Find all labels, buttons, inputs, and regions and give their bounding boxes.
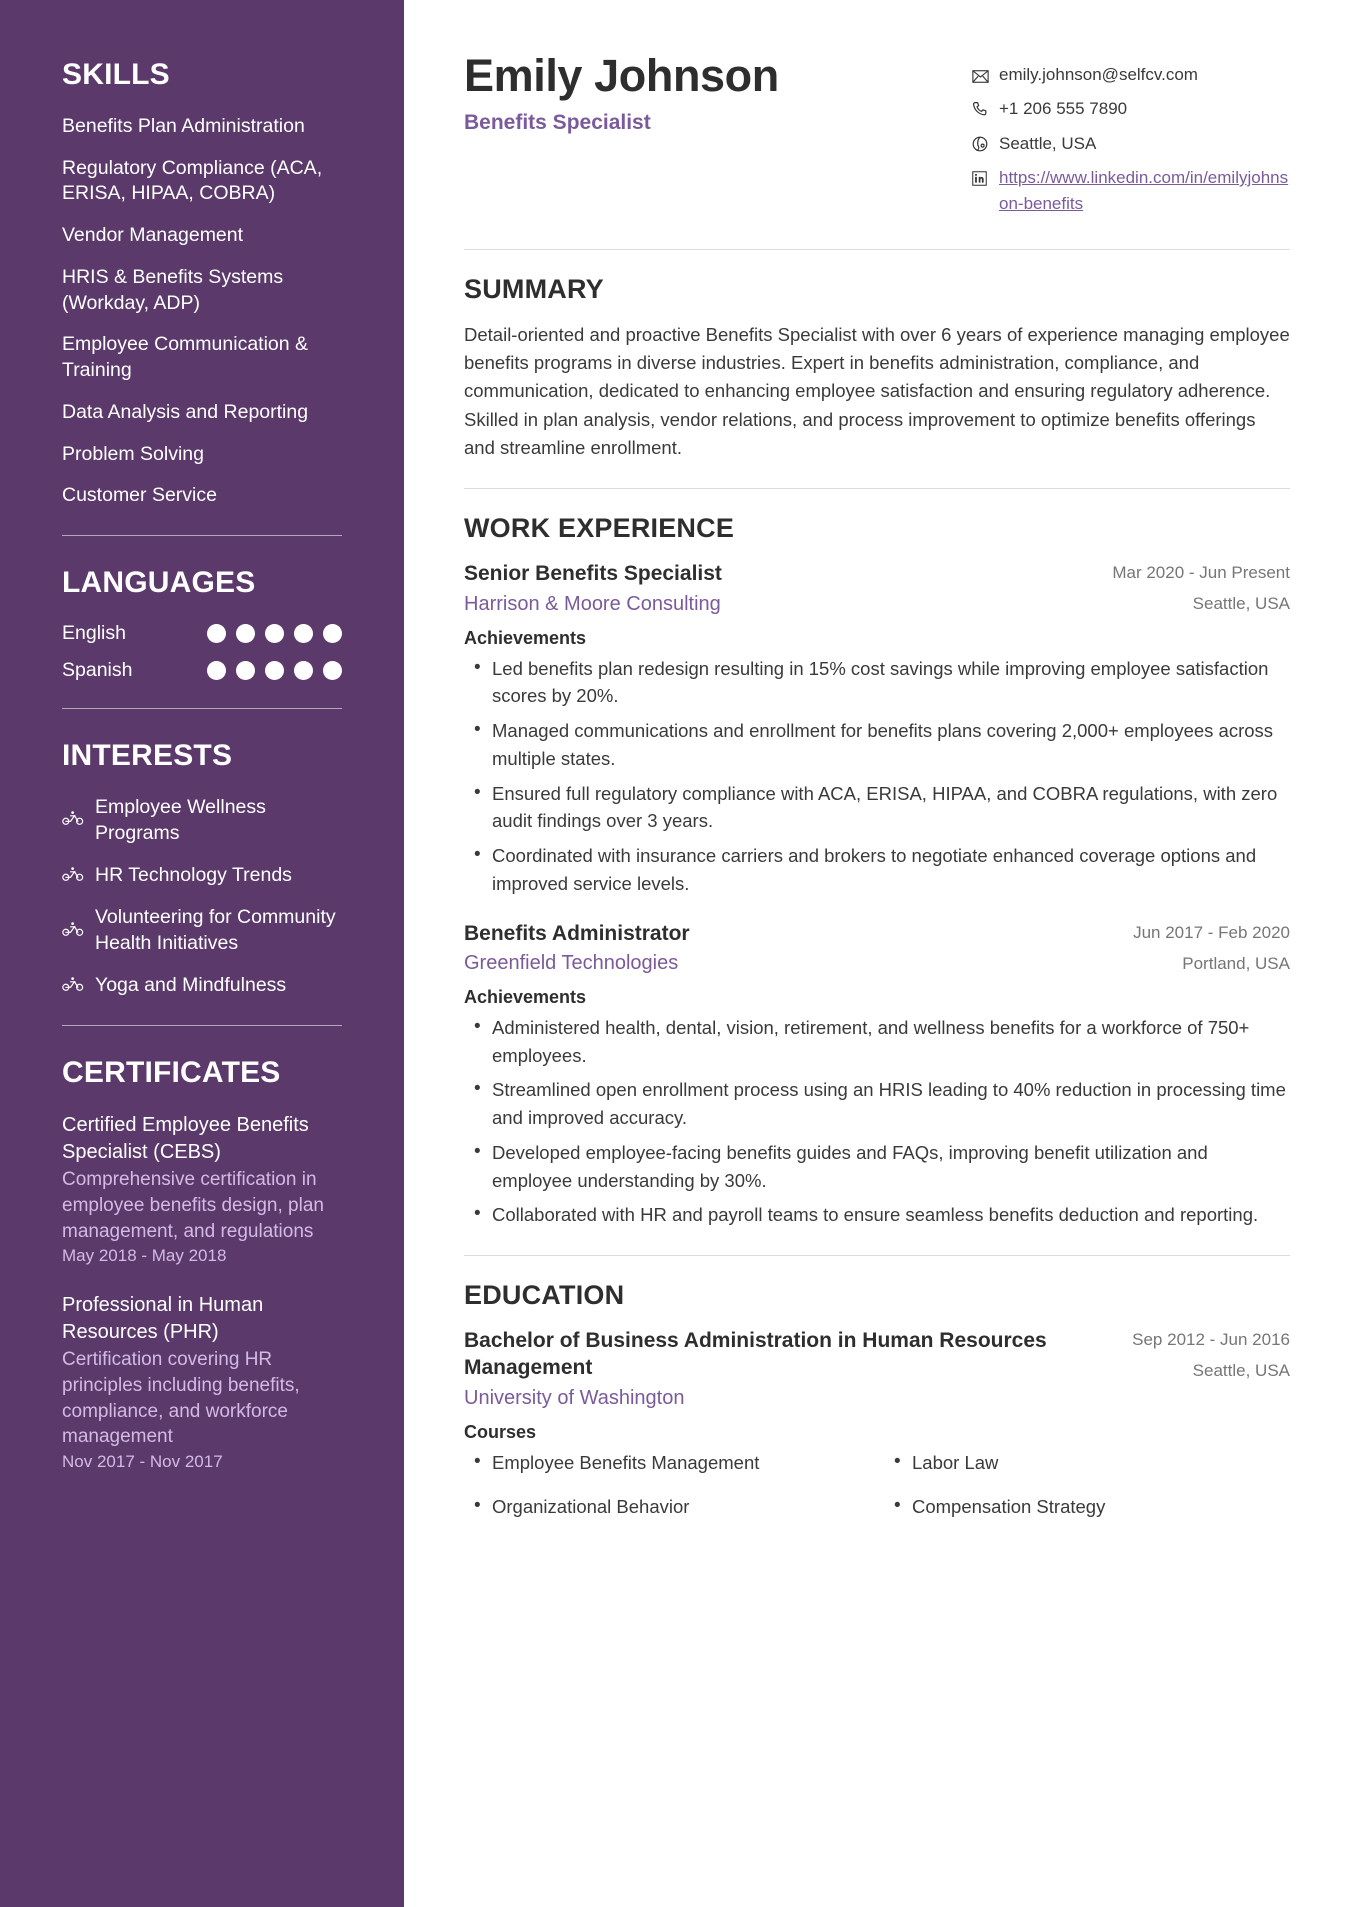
- certificate-title: Professional in Human Resources (PHR): [62, 1294, 264, 1344]
- achievement-item: • Led benefits plan redesign resulting in 15% cost savings while improving employee satisfaction scores by 20%.: [464, 655, 1290, 711]
- identity-block: [464, 52, 779, 135]
- work-entry-meta: [1133, 920, 1290, 974]
- education-entry: [464, 1327, 1290, 1528]
- skills-heading: SKILLS: [62, 58, 170, 91]
- contact-linkedin-text[interactable]: https://www.linkedin.com/in/emilyjohnson-benefits: [999, 168, 1289, 214]
- achievement-item: • Streamlined open enrollment process using an HRIS leading to 40% reduction in processing time and improved accuracy.: [464, 1076, 1290, 1132]
- school-name: University of Washington: [464, 1386, 685, 1409]
- envelope-icon: [972, 65, 990, 91]
- resume-header: [464, 52, 1290, 223]
- certificate-description: Certification covering HR principles including benefits, compliance, and workforce management: [62, 1349, 300, 1448]
- globe-icon: [972, 134, 990, 160]
- interest-label: Yoga and Mindfulness: [95, 974, 287, 997]
- skill-item: Problem Solving: [62, 442, 204, 465]
- interests-section: [62, 739, 342, 999]
- level-dot: [236, 661, 255, 680]
- phone-icon: [972, 99, 990, 125]
- section-divider: [464, 488, 1290, 489]
- certificate-date: May 2018 - May 2018: [62, 1246, 227, 1266]
- job-date: Mar 2020 - Jun Present: [1112, 563, 1290, 583]
- education-entry-main: [464, 1327, 1116, 1410]
- language-name: English: [62, 622, 126, 645]
- language-name: Spanish: [62, 659, 133, 682]
- contact-location: [972, 131, 1290, 160]
- certificate-description: Comprehensive certification in employee benefits design, plan management, and regulations: [62, 1169, 324, 1242]
- achievement-item: • Collaborated with HR and payroll teams to ensure seamless benefits deduction and reporting.: [464, 1201, 1290, 1229]
- language-row: [62, 622, 342, 645]
- level-dot: [323, 661, 342, 680]
- achievement-item: • Ensured full regulatory compliance with ACA, ERISA, HIPAA, and COBRA regulations, with zero audit findings over 3 years.: [464, 780, 1290, 836]
- course-item: • Organizational Behavior: [464, 1493, 870, 1521]
- contact-email: [972, 62, 1290, 91]
- education-section: [464, 1280, 1290, 1528]
- summary-section: [464, 274, 1290, 462]
- achievements-list: [464, 655, 1290, 898]
- sidebar-divider: [62, 708, 342, 709]
- bicycle-icon: [62, 974, 84, 1000]
- level-dot: [207, 624, 226, 643]
- level-dot: [265, 661, 284, 680]
- education-date: Sep 2012 - Jun 2016: [1132, 1330, 1290, 1350]
- achievement-item: • Managed communications and enrollment for benefits plans covering 2,000+ employees across multiple states.: [464, 717, 1290, 773]
- interest-item: [62, 973, 342, 1000]
- job-date: Jun 2017 - Feb 2020: [1133, 922, 1290, 942]
- bicycle-icon: [62, 864, 84, 890]
- skill-item: Customer Service: [62, 484, 217, 507]
- interest-item: [62, 863, 342, 890]
- interest-label: HR Technology Trends: [95, 864, 292, 887]
- contact-location-text: Seattle, USA: [999, 133, 1097, 153]
- certificate-item: [62, 1112, 342, 1266]
- interests-heading: INTERESTS: [62, 739, 233, 773]
- course-item: • Compensation Strategy: [884, 1493, 1290, 1521]
- achievements-label: Achievements: [464, 627, 587, 648]
- language-level-dots: [207, 661, 342, 680]
- language-row: [62, 659, 342, 682]
- level-dot: [294, 624, 313, 643]
- interest-item: [62, 905, 342, 956]
- linkedin-icon: [972, 168, 990, 194]
- skill-item: Data Analysis and Reporting: [62, 400, 309, 423]
- skill-item: Benefits Plan Administration: [62, 115, 305, 137]
- certificate-item: [62, 1292, 342, 1472]
- work-entry: [464, 560, 1290, 897]
- work-entry-header: [464, 560, 1290, 615]
- courses-label: Courses: [464, 1421, 537, 1442]
- work-entry-meta: [1112, 560, 1290, 614]
- interest-label: Volunteering for Community Health Initiatives: [95, 906, 336, 955]
- level-dot: [323, 624, 342, 643]
- section-divider: [464, 249, 1290, 250]
- degree-title: Bachelor of Business Administration in Human Resources Management: [464, 1329, 1047, 1380]
- skills-list: [62, 114, 342, 509]
- certificate-date: Nov 2017 - Nov 2017: [62, 1451, 223, 1471]
- achievement-item: • Developed employee-facing benefits guides and FAQs, improving benefit utilization and employee understanding by 30%.: [464, 1139, 1290, 1195]
- contact-phone: [972, 96, 1290, 125]
- work-entry-main: [464, 920, 1117, 975]
- job-title: Benefits Administrator: [464, 921, 690, 945]
- work-entry-header: [464, 920, 1290, 975]
- interest-item: [62, 795, 342, 846]
- work-experience-section: [464, 513, 1290, 1229]
- achievements-label: Achievements: [464, 986, 587, 1007]
- language-level-dots: [207, 624, 342, 643]
- interest-label: Employee Wellness Programs: [95, 796, 266, 844]
- main-content: [404, 0, 1350, 1907]
- skill-item: HRIS & Benefits Systems (Workday, ADP): [62, 265, 284, 314]
- certificates-section: [62, 1056, 342, 1471]
- skills-section: [62, 58, 342, 509]
- level-dot: [236, 624, 255, 643]
- work-experience-heading: WORK EXPERIENCE: [464, 513, 735, 544]
- achievements-list: [464, 1014, 1290, 1229]
- bicycle-icon: [62, 808, 84, 834]
- contact-email-text: emily.johnson@selfcv.com: [999, 65, 1198, 84]
- bicycle-icon: [62, 919, 84, 945]
- level-dot: [207, 661, 226, 680]
- company-name: Greenfield Technologies: [464, 951, 679, 974]
- job-title: Senior Benefits Specialist: [464, 562, 722, 586]
- languages-section: [62, 566, 342, 682]
- education-entry-header: [464, 1327, 1290, 1410]
- company-name: Harrison & Moore Consulting: [464, 592, 721, 615]
- skill-item: Regulatory Compliance (ACA, ERISA, HIPAA, COBRA): [62, 156, 323, 205]
- sidebar-divider: [62, 535, 342, 536]
- section-divider: [464, 1255, 1290, 1256]
- certificates-heading: CERTIFICATES: [62, 1056, 281, 1090]
- sidebar-divider: [62, 1025, 342, 1026]
- courses-list: [464, 1449, 1290, 1529]
- achievement-item: • Coordinated with insurance carriers and brokers to negotiate enhanced coverage options and improved service levels.: [464, 842, 1290, 898]
- sidebar: [0, 0, 404, 1907]
- course-item: • Employee Benefits Management: [464, 1449, 870, 1477]
- summary-heading: SUMMARY: [464, 273, 604, 304]
- skill-item: Employee Communication & Training: [62, 333, 309, 382]
- certificate-title: Certified Employee Benefits Specialist (CEBS): [62, 1114, 309, 1164]
- contact-phone-text: +1 206 555 7890: [999, 99, 1128, 119]
- education-entry-meta: [1132, 1327, 1290, 1381]
- level-dot: [294, 661, 313, 680]
- level-dot: [265, 624, 284, 643]
- languages-heading: LANGUAGES: [62, 566, 256, 600]
- job-location: Portland, USA: [1182, 953, 1290, 973]
- education-location: Seattle, USA: [1192, 1361, 1290, 1381]
- contact-linkedin[interactable]: [972, 165, 1290, 218]
- job-location: Seattle, USA: [1192, 594, 1290, 614]
- candidate-role: Benefits Specialist: [464, 111, 651, 135]
- course-item: • Labor Law: [884, 1449, 1290, 1477]
- achievement-item: • Administered health, dental, vision, retirement, and wellness benefits for a workforce of 750+ employees.: [464, 1014, 1290, 1070]
- work-entry: [464, 920, 1290, 1230]
- candidate-name: Emily Johnson: [464, 50, 779, 101]
- contact-list: [972, 52, 1290, 223]
- education-heading: EDUCATION: [464, 1280, 625, 1311]
- work-entry-main: [464, 560, 1096, 615]
- skill-item: Vendor Management: [62, 224, 244, 247]
- summary-text: Detail-oriented and proactive Benefits Specialist with over 6 years of experience managing employee benefits programs in diverse industries. Expert in benefits administration, compliance, and communication, dedicated to enhancing employee satisfaction and ensuring regulatory adherence. Skilled in plan analysis, vendor relations, and process improvement to optimize benefits offerings and streamline enrollment.: [464, 323, 1290, 458]
